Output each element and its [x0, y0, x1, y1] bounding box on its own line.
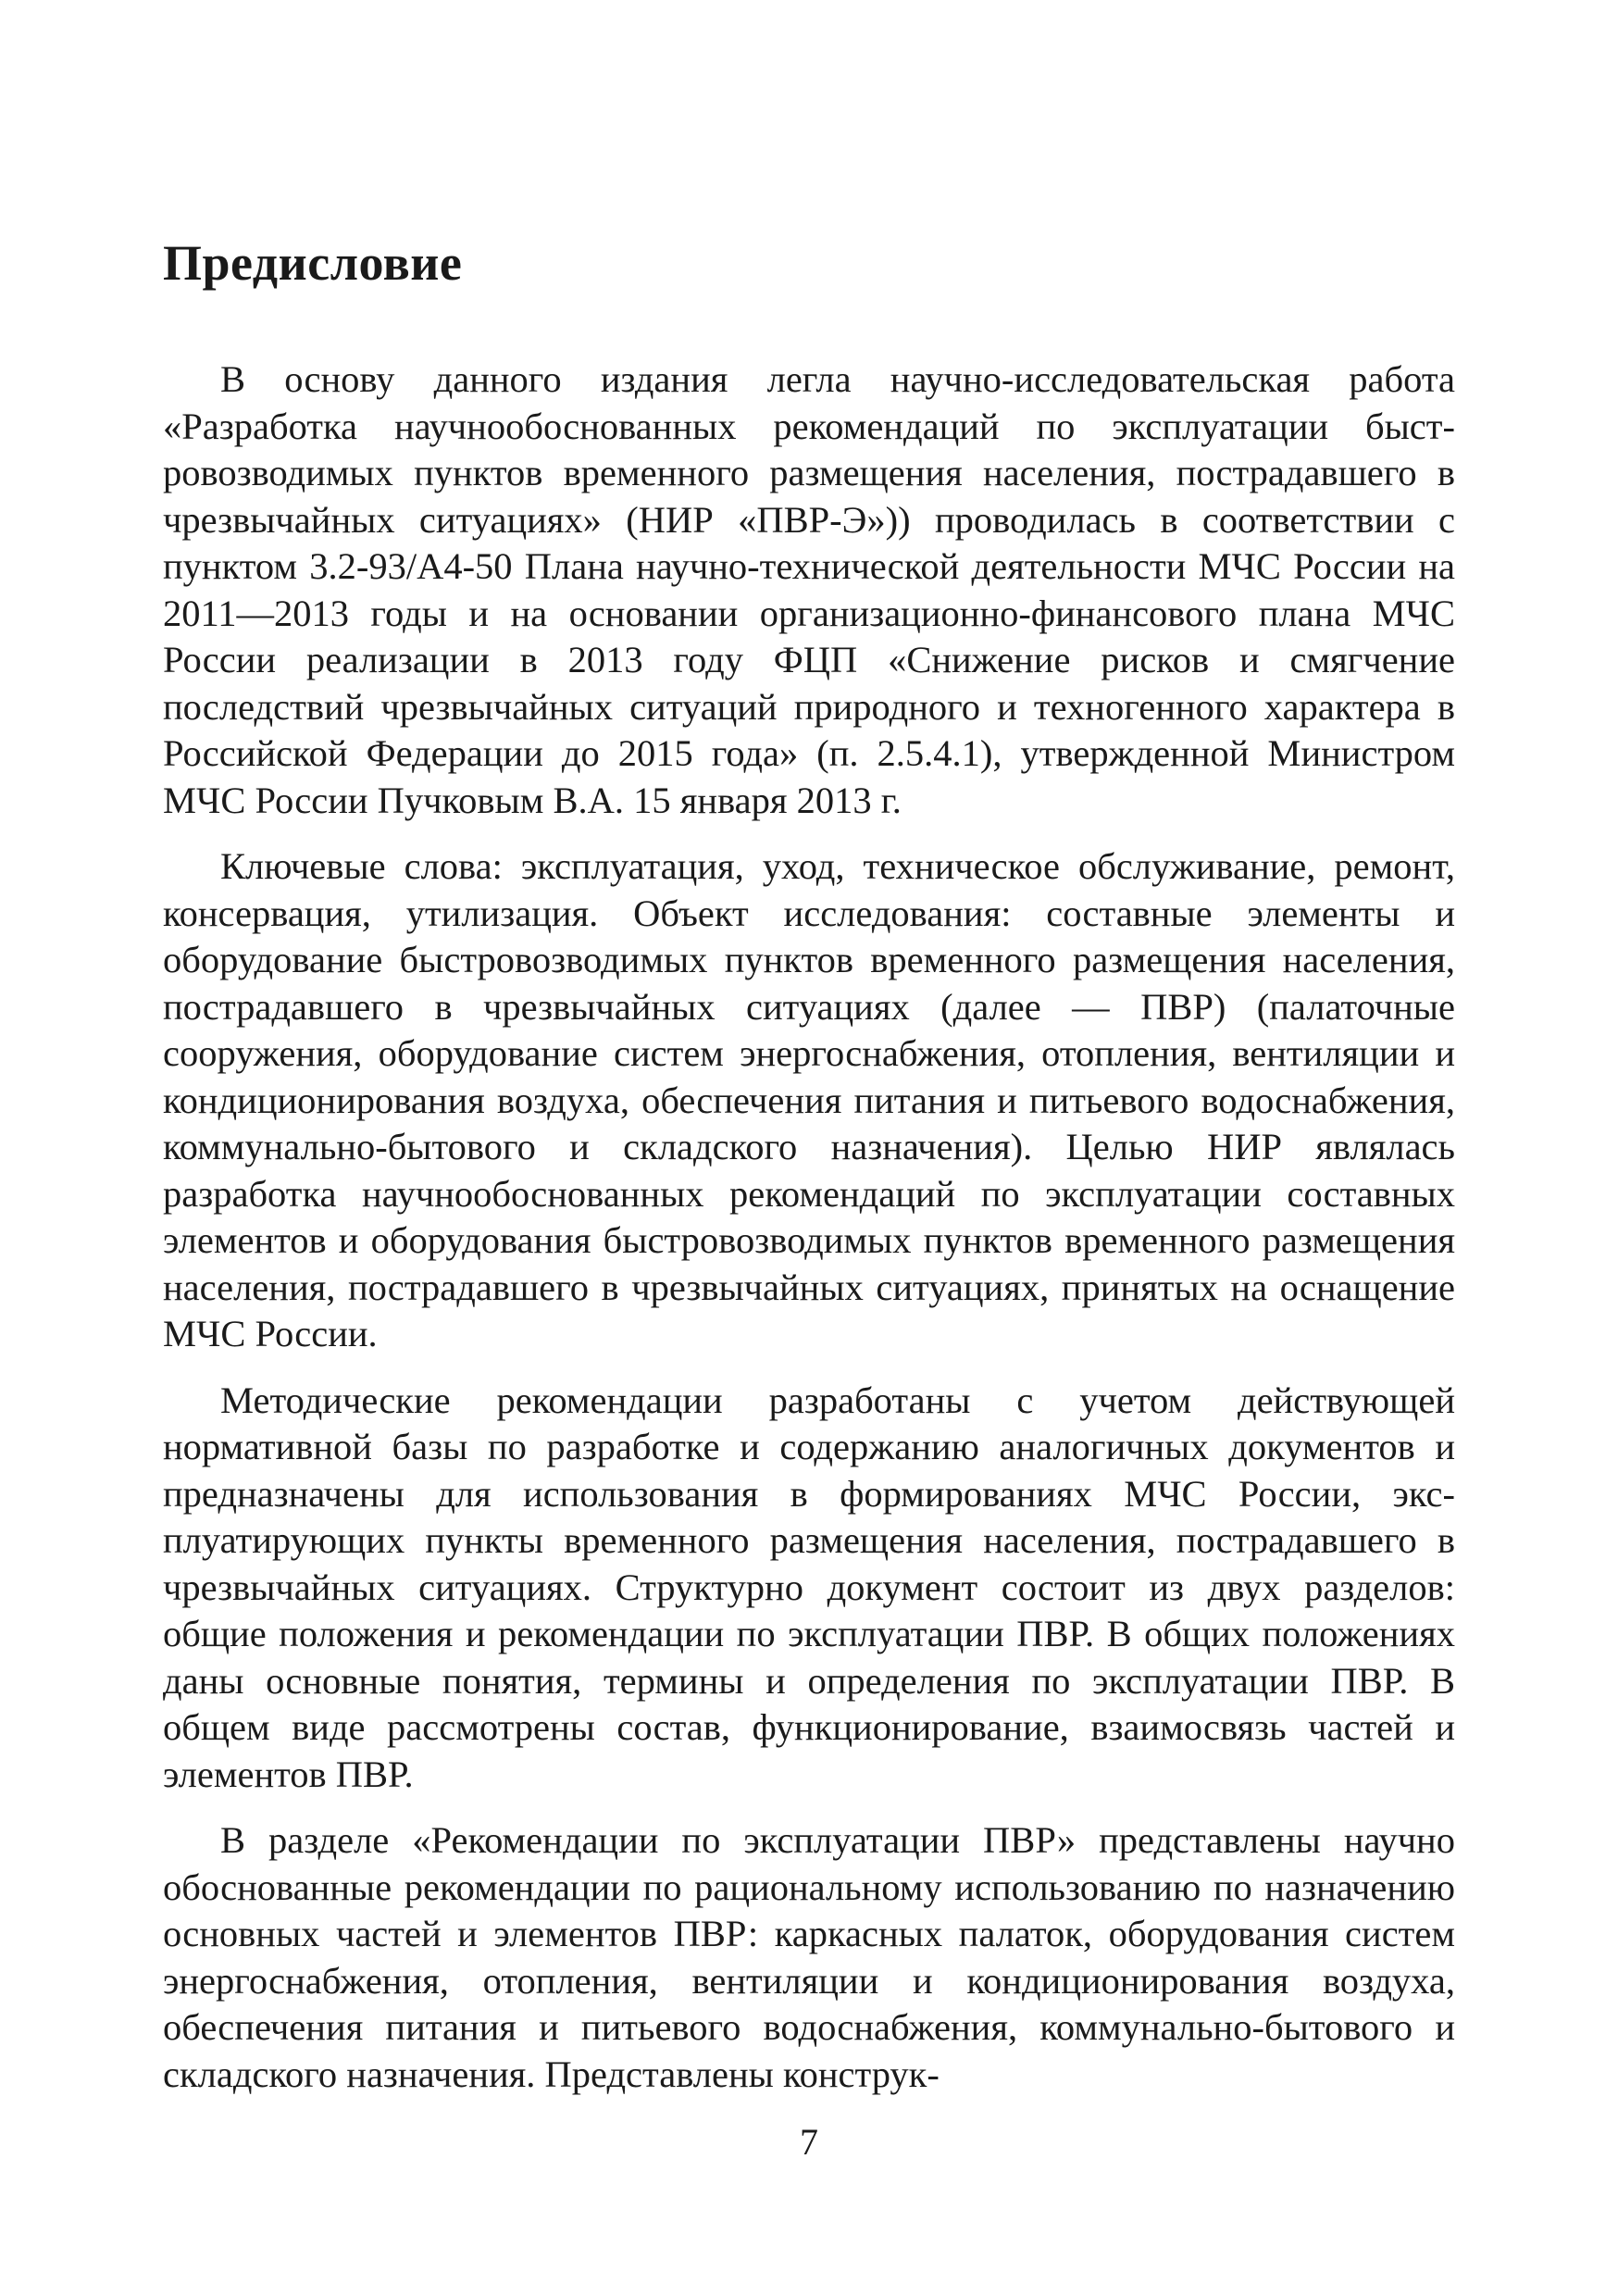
body-text: [163, 356, 1455, 2117]
paragraph-4: В разделе «Рекомендации по эксплуатации ПВР» представлены научно обоснованные рекомендации по рациональному использованию по назначению основных частей и элементов ПВР: каркасных палаток, оборудования систем энергоснабжения, отопления, вентиляции и кондиционирования воздуха, обеспечения питания и питьевого водоснабжения, коммунально-бытового и складского назначения. Представлены конструк-: [163, 1819, 1455, 2095]
paragraph-1: В основу данного издания легла научно-исследовательская работа «Разработка научнообоснованных рекомендаций по эксплуатации быстровозводимых пунктов временного размещения населения, пострадавшего в чрезвычайных ситуациях» (НИР «ПВР-Э»)) проводилась в соответствии с пунктом 3.2-93/А4-50 Плана научно-технической деятельности МЧС России на 2011—2013 годы и на основании организационно-финансового плана МЧС России реализации в 2013 году ФЦП «Снижение рисков и смягчение последствий чрезвычайных ситуаций природного и техногенного характера в Российской Федерации до 2015 года» (п. 2.5.4.1), утвержденной Министром МЧС России Пучковым В.А. 15 января 2013 г.: [163, 358, 1455, 821]
page-title: Предисловие: [163, 235, 463, 291]
paragraph-3: Методические рекомендации разработаны с учетом действующей нормативной базы по разработке и содержанию аналогичных документов и предназначены для использования в формированиях МЧС России, эксплуатирующих пункты временного размещения населения, пострадавшего в чрезвычайных ситуациях. Структурно документ состоит из двух разделов: общие положения и рекомендации по эксплуатации ПВР. В общих положениях даны основные понятия, термины и определения по эксплуатации ПВР. В общем виде рассмотрены состав, функционирование, взаимосвязь частей и элементов ПВР.: [163, 1379, 1455, 1795]
paragraph-2: Ключевые слова: эксплуатация, уход, техническое обслуживание, ремонт, консервация, утилизация. Объект исследования: составные элементы и оборудование быстровозводимых пунктов временного размещения населения, пострадавшего в чрезвычайных ситуациях (далее — ПВР) (палаточные сооружения, оборудование систем энергоснабжения, отопления, вентиляции и кондиционирования воздуха, обеспечения питания и питьевого водоснабжения, коммунально-бытового и складского назначения). Целью НИР являлась разработка научнообоснованных рекомендаций по эксплуатации составных элементов и оборудования быстровозводимых пунктов временного размещения населения, пострадавшего в чрезвычайных ситуациях, принятых на оснащение МЧС России.: [163, 845, 1455, 1354]
page-number: 7: [800, 2121, 818, 2163]
